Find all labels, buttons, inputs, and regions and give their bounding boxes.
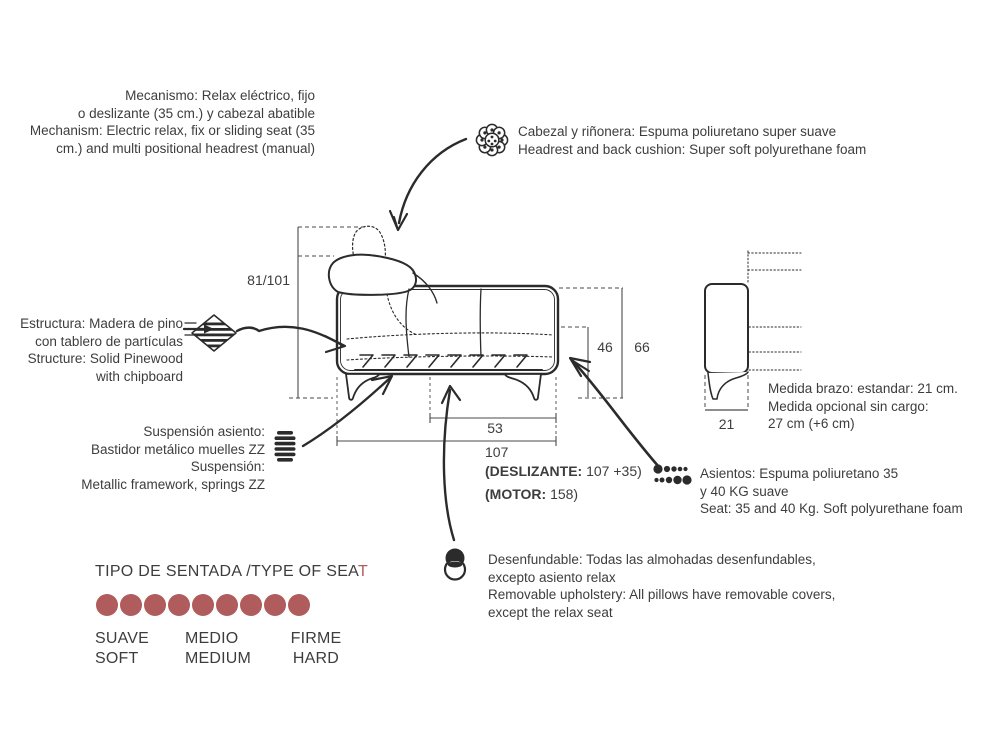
note-line: except the relax seat [488, 604, 613, 620]
sliding-label: (DESLIZANTE: [485, 463, 587, 479]
note-line: con tablero de partículas [35, 333, 183, 349]
note-line: Suspensión asiento: [143, 424, 265, 439]
removable-cover-icon [444, 549, 466, 580]
note-line: Desenfundable: Todas las almohadas desenfundables, [488, 552, 816, 567]
note-line: cm.) and multi positional headrest (manual) [56, 140, 315, 156]
note-line: Medida opcional sin cargo: [768, 398, 929, 414]
sliding-value: 107 +35) [586, 463, 642, 479]
note-line: o deslizante (35 cm.) y cabezal abatible [77, 105, 315, 121]
motor-value: 158) [550, 486, 579, 502]
firmness-dot [144, 594, 166, 616]
seats-foam-note [700, 465, 963, 518]
note-line: Headrest and back cushion: Super soft polyurethane foam [518, 141, 867, 157]
firmness-dot [120, 594, 142, 616]
headrest-foam-note [518, 123, 866, 158]
seat-type-title-text: TIPO DE SENTADA /TYPE OF SEA [95, 563, 358, 580]
sofa-leg [505, 374, 541, 400]
note-line: Seat: 35 and 40 Kg. Soft polyurethane foam [700, 501, 963, 516]
firmness-dot [192, 594, 214, 616]
armrest-leg [708, 372, 748, 399]
arrow-removable [442, 386, 460, 540]
note-line: Estructura: Madera de pino [20, 316, 183, 331]
note-line: Mechanism: Electric relax, fix or sliding seat (35 [29, 123, 315, 138]
note-line: Metallic framework, springs ZZ [81, 476, 265, 492]
arrow-structure [237, 327, 345, 352]
seat-scale-soft [95, 629, 149, 669]
dimension-total-height: 66 [634, 339, 650, 355]
firmness-dot [264, 594, 286, 616]
note-line: Cabezal y riñonera: Espuma poliuretano super suave [518, 124, 837, 139]
scale-label-es: MEDIO [185, 630, 239, 647]
sofa-leg [346, 374, 379, 400]
firmness-dot [96, 594, 118, 616]
note-line: Removable upholstery: All pillows have removable covers, [488, 587, 836, 602]
foam-density-icon [653, 464, 691, 484]
firmness-dot [168, 594, 190, 616]
foam-flower-icon [476, 124, 507, 155]
removable-note [488, 551, 835, 621]
dimension-seat-depth: 53 [487, 420, 503, 436]
note-line: Bastidor metálico muelles ZZ [90, 441, 265, 457]
motor-label: (MOTOR: [485, 486, 551, 502]
structure-note [0, 315, 183, 385]
note-line: Medida brazo: estandar: 21 cm. [768, 381, 958, 396]
firmness-dot [216, 594, 238, 616]
sofa-side-view [329, 226, 558, 400]
dimension-arm-width: 21 [718, 416, 735, 432]
scale-label-es: SUAVE [95, 630, 150, 647]
arrow-headrest-foam [390, 139, 466, 230]
arrow-seats-foam [570, 358, 659, 467]
seat-scale-medium [185, 629, 251, 669]
headrest-pillow [329, 255, 416, 295]
seat-type-title-accent: T [357, 563, 369, 580]
dimension-total-depth: 107 [485, 444, 509, 460]
spring-icon [275, 431, 296, 462]
seat-type-title [95, 563, 368, 581]
scale-label-en: MEDIUM [185, 650, 252, 667]
firmness-dot [288, 594, 310, 616]
dimension-seat-height: 46 [597, 339, 613, 355]
wood-plank-icon [184, 315, 236, 351]
note-line: 27 cm (+6 cm) [768, 416, 855, 431]
dimension-motor [485, 486, 578, 503]
arm-size-note [768, 380, 958, 433]
note-line: excepto asiento relax [488, 569, 616, 585]
dimension-sliding [485, 463, 642, 480]
note-line: Suspensión: [190, 459, 265, 474]
note-line: y 40 KG suave [700, 483, 789, 499]
firmness-dot [240, 594, 262, 616]
seat-firmness-dots [96, 594, 310, 616]
note-line: Structure: Solid Pinewood [27, 351, 183, 366]
mechanism-note [15, 87, 315, 157]
note-line: Mecanismo: Relax eléctrico, fijo [125, 88, 315, 103]
note-line: with chipboard [95, 368, 183, 384]
scale-label-en: HARD [292, 650, 340, 667]
suspension-note [30, 423, 265, 493]
note-line: Asientos: Espuma poliuretano 35 [700, 466, 899, 481]
seat-scale-hard [286, 629, 346, 669]
scale-label-es: FIRME [290, 630, 342, 647]
scale-label-en: SOFT [95, 650, 139, 667]
dimension-back-height: 81/101 [247, 272, 290, 288]
